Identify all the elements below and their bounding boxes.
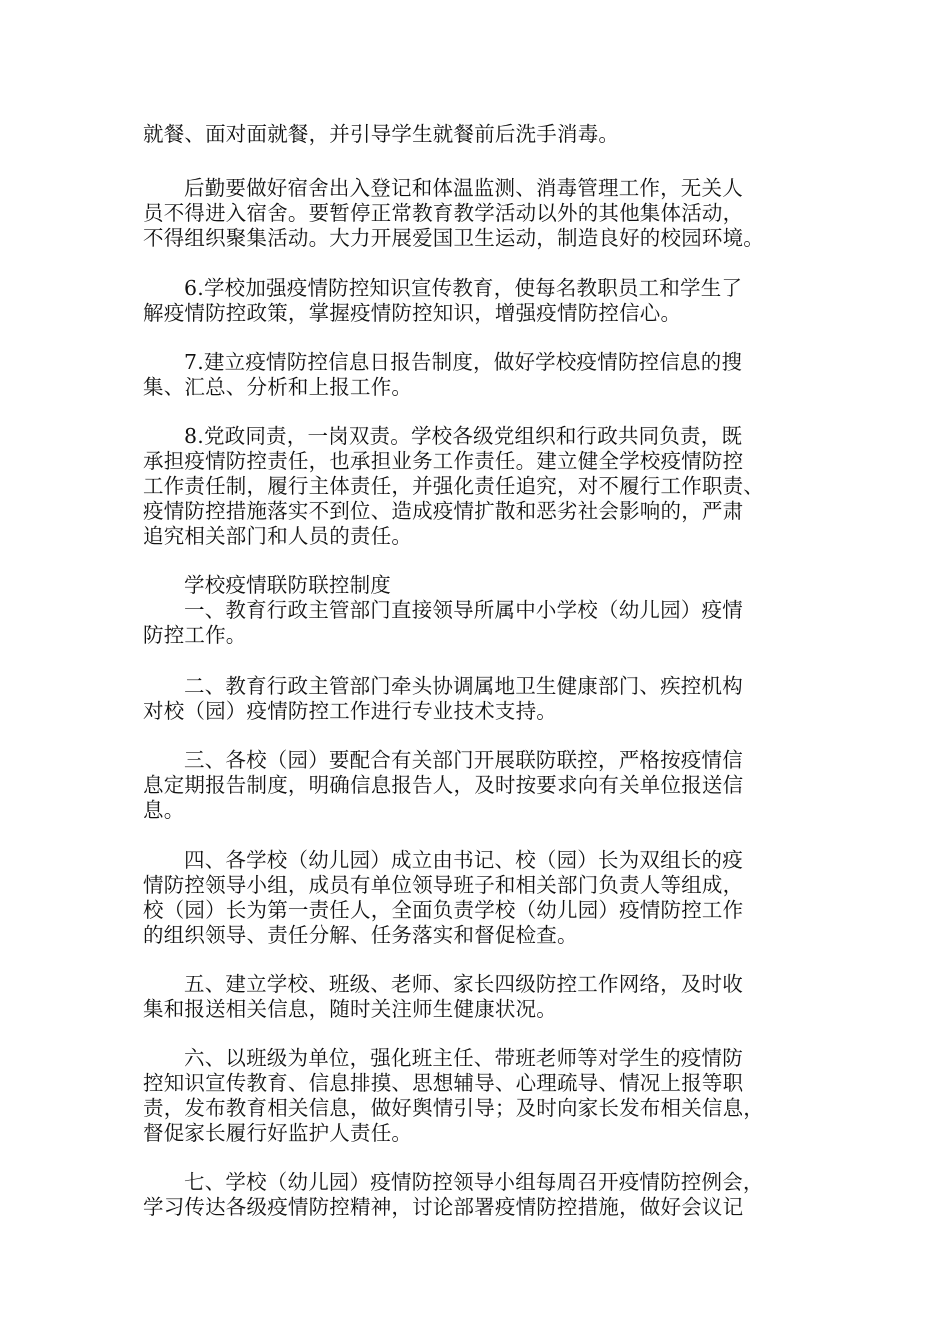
paragraph-rule-5 (143, 972, 823, 1022)
text-line: 不得组织聚集活动。大力开展爱国卫生运动，制造良好的校园环境。 (143, 226, 764, 250)
text-line: 就餐、面对面就餐，并引导学生就餐前后洗手消毒。 (143, 122, 620, 146)
text-line: 六、以班级为单位，强化班主任、带班老师等对学生的疫情防 (184, 1046, 743, 1070)
paragraph-rule-4 (143, 848, 823, 948)
text-line: 情防控领导小组，成员有单位领导班子和相关部门负责人等组成， (143, 873, 744, 897)
text-line: 督促家长履行好监护人责任。 (143, 1121, 413, 1145)
paragraph-logistics (143, 176, 823, 251)
paragraph-rule-7 (143, 1170, 823, 1220)
paragraph-joint-control (143, 573, 823, 648)
text-line: 员不得进入宿舍。要暂停正常教育教学活动以外的其他集体活动， (143, 201, 744, 225)
text-line: 一、教育行政主管部门直接领导所属中小学校（幼儿园）疫情 (184, 598, 743, 622)
text-line: 8.党政同责，一岗双责。学校各级党组织和行政共同负责，既 (184, 424, 743, 448)
text-line: 集、汇总、分析和上报工作。 (143, 375, 413, 399)
text-line: 七、学校（幼儿园）疫情防控领导小组每周召开疫情防控例会， (184, 1170, 764, 1194)
text-line: 7.建立疫情防控信息日报告制度，做好学校疫情防控信息的搜 (184, 350, 743, 374)
paragraph-dining (143, 122, 823, 147)
text-line: 对校（园）疫情防控工作进行专业技术支持。 (143, 699, 557, 723)
text-line: 解疫情防控政策，掌握疫情防控知识，增强疫情防控信心。 (143, 301, 682, 325)
paragraph-item-6 (143, 276, 823, 326)
text-line: 五、建立学校、班级、老师、家长四级防控工作网络，及时收 (184, 972, 743, 996)
paragraph-rule-6 (143, 1046, 823, 1146)
paragraph-item-8 (143, 424, 823, 549)
section-heading: 学校疫情联防联控制度 (184, 573, 391, 597)
text-line: 四、各学校（幼儿园）成立由书记、校（园）长为双组长的疫 (184, 848, 743, 872)
text-line: 工作责任制，履行主体责任，并强化责任追究，对不履行工作职责、 (143, 474, 764, 498)
text-line: 息定期报告制度，明确信息报告人，及时按要求向有关单位报送信 (143, 773, 744, 797)
text-line: 集和报送相关信息，随时关注师生健康状况。 (143, 997, 557, 1021)
text-line: 息。 (143, 798, 185, 822)
text-line: 后勤要做好宿舍出入登记和体温监测、消毒管理工作，无关人 (184, 176, 743, 200)
text-line: 防控工作。 (143, 623, 247, 647)
paragraph-item-7 (143, 350, 823, 400)
text-line: 二、教育行政主管部门牵头协调属地卫生健康部门、疾控机构 (184, 674, 743, 698)
text-line: 追究相关部门和人员的责任。 (143, 524, 413, 548)
text-line: 责，发布教育相关信息，做好舆情引导；及时向家长发布相关信息， (143, 1096, 764, 1120)
text-line: 的组织领导、责任分解、任务落实和督促检查。 (143, 923, 578, 947)
paragraph-rule-3 (143, 748, 823, 823)
text-line: 控知识宣传教育、信息排摸、思想辅导、心理疏导、情况上报等职 (143, 1071, 744, 1095)
text-line: 三、各校（园）要配合有关部门开展联防联控，严格按疫情信 (184, 748, 743, 772)
text-line: 疫情防控措施落实不到位、造成疫情扩散和恶劣社会影响的，严肃 (143, 499, 744, 523)
paragraph-rule-2 (143, 674, 823, 724)
text-line: 学习传达各级疫情防控精神，讨论部署疫情防控措施，做好会议记 (143, 1195, 744, 1219)
text-line: 6.学校加强疫情防控知识宣传教育，使每名教职员工和学生了 (184, 276, 743, 300)
text-line: 校（园）长为第一责任人，全面负责学校（幼儿园）疫情防控工作 (143, 898, 744, 922)
text-line: 承担疫情防控责任，也承担业务工作责任。建立健全学校疫情防控 (143, 449, 744, 473)
